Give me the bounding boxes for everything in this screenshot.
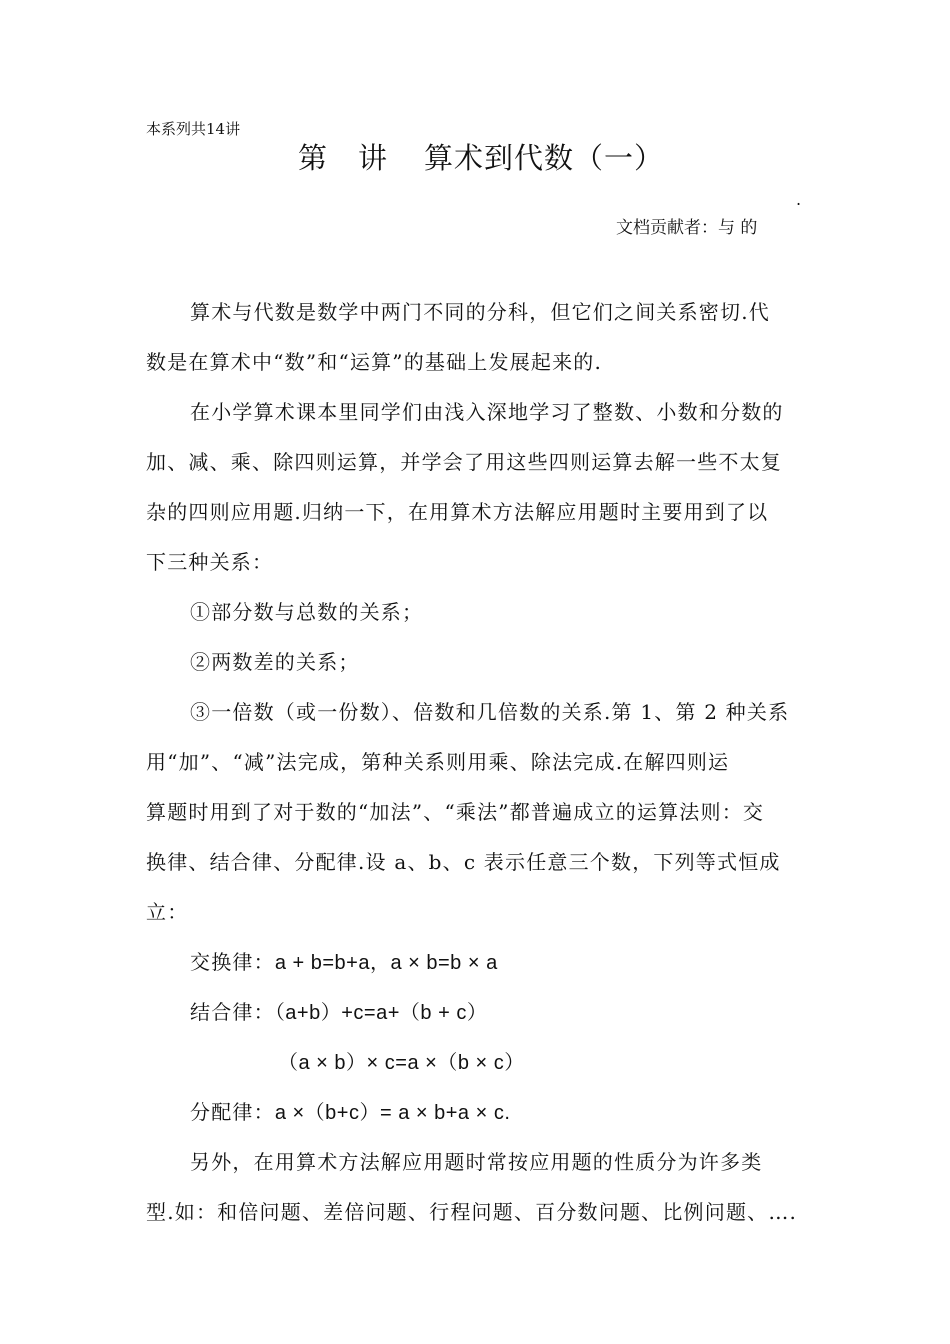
paragraph-2-line-2: 加、减、乘、除四则运算，并学会了用这些四则运算去解一些不太复 [146, 450, 782, 474]
list-item-1: ①部分数与总数的关系； [190, 600, 424, 624]
paragraph-3-line-3: 算题时用到了对于数的“加法”、“乘法”都普遍成立的运算法则：交 [146, 800, 765, 824]
paragraph-1-line-1: 算术与代数是数学中两门不同的分科，但它们之间关系密切.代 [190, 300, 770, 324]
paragraph-3-line-2: 用“加”、“减”法完成，第种关系则用乘、除法完成.在解四则运 [146, 750, 730, 774]
associative-formula-2: （a × b）× c=a ×（b × c） [278, 1052, 525, 1074]
title-part-1: 第 [298, 141, 329, 175]
associative-law [190, 996, 487, 1025]
commutative-formula: a + b=b+a，a × b=b × a [274, 952, 498, 974]
commutative-label: 交换律： [190, 950, 275, 974]
paragraph-4-line-1: 另外，在用算术方法解应用题时常按应用题的性质分为许多类 [190, 1150, 763, 1174]
dot-mark: . [796, 190, 802, 209]
paragraph-3-line-5: 立： [146, 900, 189, 924]
commutative-law [190, 946, 498, 975]
title-part-2: 讲 [358, 141, 389, 175]
page-title [298, 136, 664, 177]
paragraph-3-line-4: 换律、结合律、分配律.设 a、b、c 表示任意三个数，下列等式恒成 [146, 850, 781, 874]
paragraph-2-line-3: 杂的四则应用题.归纳一下，在用算术方法解应用题时主要用到了以 [146, 500, 769, 524]
associative-formula-1: （a+b）+c=a+（b + c） [274, 1002, 488, 1024]
distributive-law [190, 1096, 510, 1125]
list-item-2: ②两数差的关系； [190, 650, 360, 674]
paragraph-1-line-2: 数是在算术中“数”和“运算”的基础上发展起来的. [146, 350, 603, 374]
paragraph-2-line-1: 在小学算术课本里同学们由浅入深地学习了整数、小数和分数的 [190, 400, 784, 424]
paragraph-4-line-2: 型.如：和倍问题、差倍问题、行程问题、百分数问题、比例问题、…. [146, 1200, 798, 1224]
paragraph-2-line-4: 下三种关系： [146, 550, 274, 574]
contributor-line: 文档贡献者：与 的 [616, 218, 758, 238]
associative-label: 结合律： [190, 1000, 275, 1024]
paragraph-3-line-1: ③一倍数（或一份数）、倍数和几倍数的关系.第 1、第 2 种关系 [190, 700, 790, 724]
series-note: 本系列共14讲 [146, 120, 241, 138]
distributive-label: 分配律： [190, 1100, 275, 1124]
distributive-formula: a ×（b+c）= a × b+a × c. [274, 1102, 511, 1124]
title-part-3: 算术到代数（一） [424, 141, 665, 175]
